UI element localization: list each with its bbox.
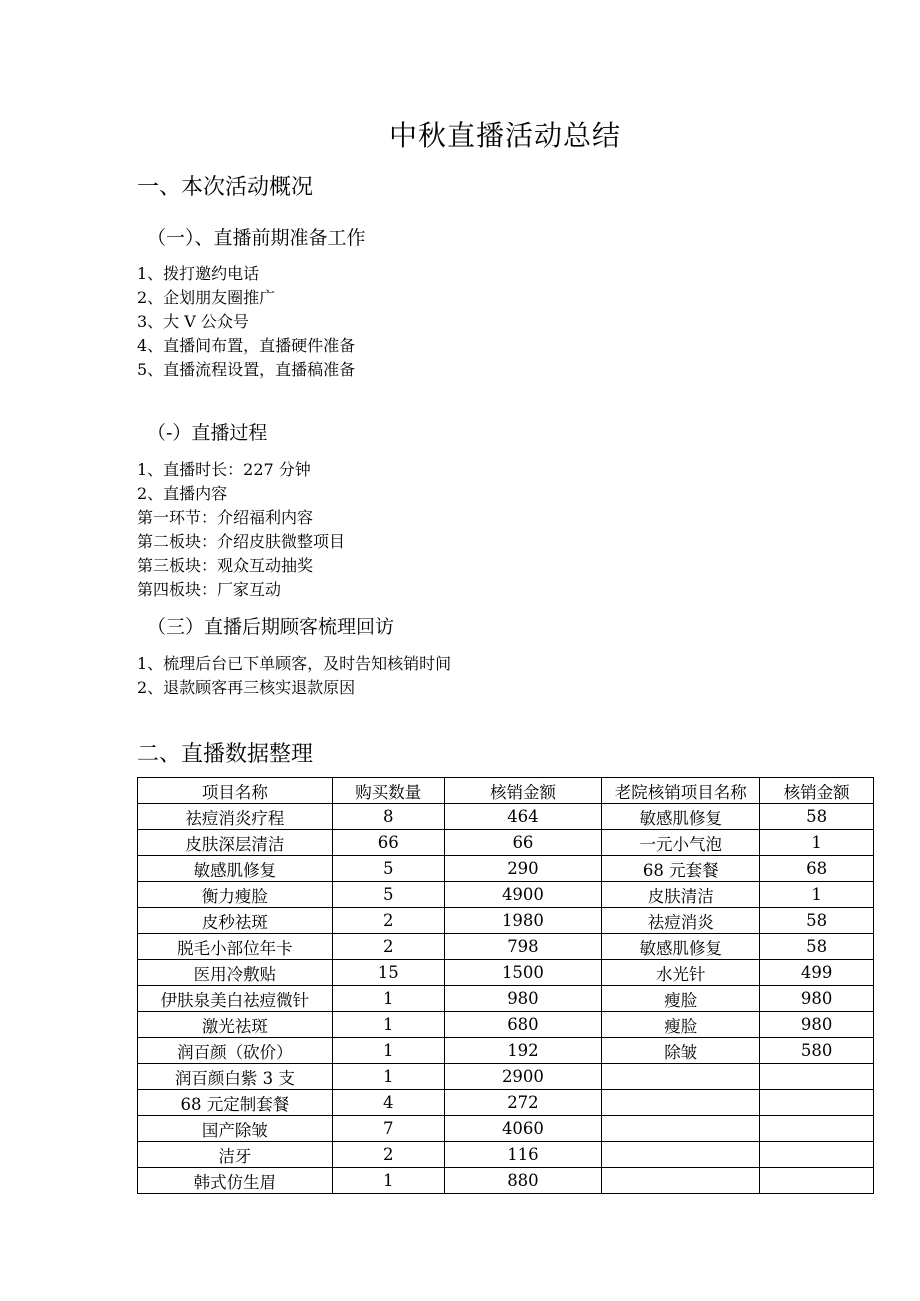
item-name-cell: 激光祛斑 [138,1012,333,1038]
old-amount-cell: 499 [760,960,874,986]
old-amount-cell [760,1090,874,1116]
subheading-prep: （一）、直播前期准备工作 [147,227,366,249]
quantity-cell: 5 [332,882,444,908]
old-item-name-cell [602,1064,760,1090]
table-row [138,908,874,934]
amount-cell: 2900 [444,1064,602,1090]
subheading-process: （-）直播过程 [147,422,268,444]
table-row [138,1090,874,1116]
old-amount-cell [760,1168,874,1194]
old-amount-cell: 580 [760,1038,874,1064]
table-row [138,934,874,960]
column-header-old-amount: 核销金额 [760,778,874,804]
table-row [138,1064,874,1090]
old-amount-cell: 58 [760,908,874,934]
quantity-cell: 2 [332,934,444,960]
old-item-name-cell: 水光针 [602,960,760,986]
section-heading-data: 二、直播数据整理 [137,742,314,767]
quantity-cell: 1 [332,1038,444,1064]
quantity-cell: 2 [332,908,444,934]
item-name-cell: 国产除皱 [138,1116,333,1142]
list-item: 2、企划朋友圈推广 [137,288,276,307]
old-item-name-cell: 68 元套餐 [602,856,760,882]
quantity-cell: 2 [332,1142,444,1168]
column-header-amount: 核销金额 [444,778,602,804]
old-amount-cell [760,1116,874,1142]
list-item: 1、梳理后台已下单顾客，及时告知核销时间 [137,654,452,673]
old-amount-cell: 58 [760,804,874,830]
old-item-name-cell [602,1168,760,1194]
old-item-name-cell: 敏感肌修复 [602,934,760,960]
old-item-name-cell [602,1116,760,1142]
item-name-cell: 衡力瘦脸 [138,882,333,908]
old-amount-cell: 58 [760,934,874,960]
list-item: 2、退款顾客再三核实退款原因 [137,678,356,697]
quantity-cell: 1 [332,986,444,1012]
item-name-cell: 润百颜白紫 3 支 [138,1064,333,1090]
table-row [138,986,874,1012]
old-item-name-cell: 除皱 [602,1038,760,1064]
amount-cell: 1500 [444,960,602,986]
old-amount-cell [760,1064,874,1090]
item-name-cell: 伊肤泉美白祛痘微针 [138,986,333,1012]
live-data-table [137,777,874,1194]
item-name-cell: 润百颜（砍价） [138,1038,333,1064]
old-item-name-cell [602,1090,760,1116]
quantity-cell: 1 [332,1012,444,1038]
item-name-cell: 脱毛小部位年卡 [138,934,333,960]
list-item: 第一环节：介绍福利内容 [137,508,314,527]
old-item-name-cell [602,1142,760,1168]
list-item: 4、直播间布置，直播硬件准备 [137,336,356,355]
list-item: 5、直播流程设置，直播稿准备 [137,360,356,379]
table-row [138,960,874,986]
item-name-cell: 祛痘消炎疗程 [138,804,333,830]
old-amount-cell: 980 [760,1012,874,1038]
old-item-name-cell: 皮肤清洁 [602,882,760,908]
item-name-cell: 68 元定制套餐 [138,1090,333,1116]
amount-cell: 290 [444,856,602,882]
column-header-old-item-name: 老院核销项目名称 [602,778,760,804]
table-row [138,804,874,830]
table-row [138,856,874,882]
old-item-name-cell: 敏感肌修复 [602,804,760,830]
amount-cell: 1980 [444,908,602,934]
table-row [138,1116,874,1142]
item-name-cell: 医用冷敷贴 [138,960,333,986]
section-heading-overview: 一、本次活动概况 [137,175,314,200]
table-header-row [138,778,874,804]
amount-cell: 680 [444,1012,602,1038]
old-amount-cell: 1 [760,882,874,908]
old-amount-cell: 980 [760,986,874,1012]
amount-cell: 798 [444,934,602,960]
item-name-cell: 韩式仿生眉 [138,1168,333,1194]
table-row [138,1142,874,1168]
list-item: 3、大 V 公众号 [137,312,249,331]
quantity-cell: 8 [332,804,444,830]
old-item-name-cell: 瘦脸 [602,986,760,1012]
old-amount-cell [760,1142,874,1168]
list-item: 1、拨打邀约电话 [137,264,260,283]
column-header-quantity: 购买数量 [332,778,444,804]
item-name-cell: 皮秒祛斑 [138,908,333,934]
amount-cell: 4060 [444,1116,602,1142]
item-name-cell: 皮肤深层清洁 [138,830,333,856]
list-item: 1、直播时长：227 分钟 [137,460,311,479]
item-name-cell: 洁牙 [138,1142,333,1168]
amount-cell: 464 [444,804,602,830]
old-item-name-cell: 瘦脸 [602,1012,760,1038]
amount-cell: 116 [444,1142,602,1168]
list-item: 2、直播内容 [137,484,228,503]
table-row [138,882,874,908]
amount-cell: 272 [444,1090,602,1116]
amount-cell: 880 [444,1168,602,1194]
quantity-cell: 1 [332,1064,444,1090]
document-title: 中秋直播活动总结 [388,119,621,152]
quantity-cell: 66 [332,830,444,856]
column-header-item-name: 项目名称 [138,778,333,804]
table-row [138,1038,874,1064]
table-row [138,1012,874,1038]
table-row [138,1168,874,1194]
quantity-cell: 5 [332,856,444,882]
list-item: 第三板块：观众互动抽奖 [137,556,314,575]
list-item: 第四板块：厂家互动 [137,580,282,599]
subheading-followup: （三）直播后期顾客梳理回访 [147,616,395,638]
quantity-cell: 15 [332,960,444,986]
old-amount-cell: 1 [760,830,874,856]
amount-cell: 980 [444,986,602,1012]
quantity-cell: 7 [332,1116,444,1142]
amount-cell: 192 [444,1038,602,1064]
item-name-cell: 敏感肌修复 [138,856,333,882]
amount-cell: 4900 [444,882,602,908]
list-item: 第二板块：介绍皮肤微整项目 [137,532,346,551]
quantity-cell: 4 [332,1090,444,1116]
amount-cell: 66 [444,830,602,856]
old-item-name-cell: 祛痘消炎 [602,908,760,934]
quantity-cell: 1 [332,1168,444,1194]
old-amount-cell: 68 [760,856,874,882]
table-row [138,830,874,856]
old-item-name-cell: 一元小气泡 [602,830,760,856]
